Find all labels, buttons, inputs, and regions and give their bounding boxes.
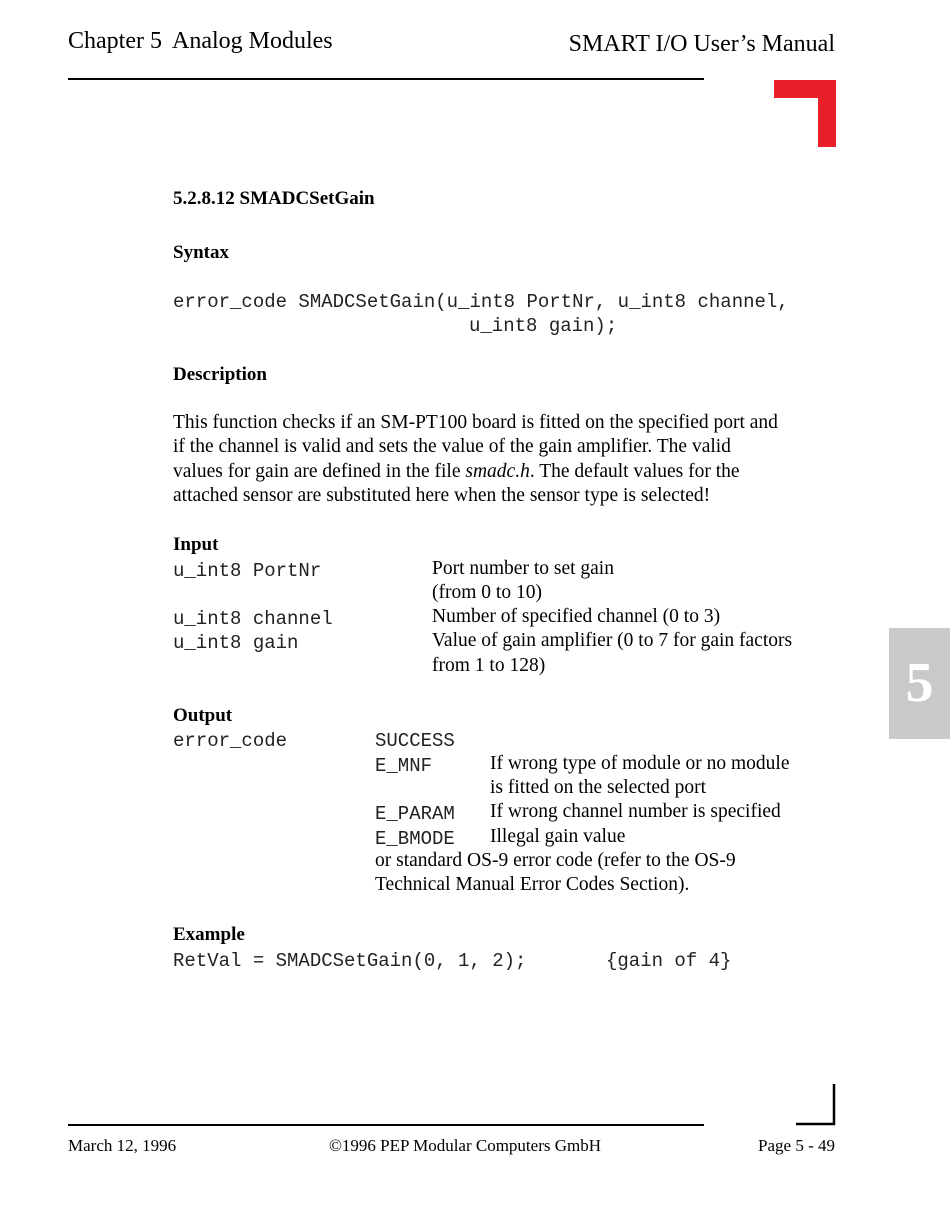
description-line: attached sensor are substituted here when the sensor type is selected! bbox=[173, 485, 711, 507]
output-code: E_BMODE bbox=[375, 828, 455, 850]
filename-smadc-h: smadc.h bbox=[465, 460, 530, 482]
output-desc: If wrong type of module or no module bbox=[490, 753, 790, 774]
output-desc: Illegal gain value bbox=[490, 826, 626, 847]
output-code: SUCCESS bbox=[375, 730, 455, 752]
input-desc: (from 0 to 10) bbox=[432, 582, 542, 603]
example-comment: {gain of 4} bbox=[606, 950, 732, 972]
output-heading: Output bbox=[173, 705, 233, 726]
syntax-line-2: u_int8 gain); bbox=[469, 315, 618, 337]
footer-date: March 12, 1996 bbox=[68, 1136, 177, 1155]
output-note: Technical Manual Error Codes Section). bbox=[375, 874, 690, 895]
example-heading: Example bbox=[173, 924, 245, 945]
header-rule bbox=[68, 78, 704, 80]
input-param: u_int8 gain bbox=[173, 632, 299, 654]
syntax-heading: Syntax bbox=[173, 242, 229, 263]
example-code: RetVal = SMADCSetGain(0, 1, 2); bbox=[173, 950, 527, 972]
output-desc: is fitted on the selected port bbox=[490, 777, 707, 798]
manual-title: SMART I/O User’s Manual bbox=[568, 31, 835, 57]
input-param: u_int8 PortNr bbox=[173, 560, 322, 582]
footer-page-number: Page 5 - 49 bbox=[758, 1136, 835, 1155]
footer-rule bbox=[68, 1124, 704, 1126]
input-heading: Input bbox=[173, 534, 219, 555]
chapter-side-tab: 5 bbox=[889, 628, 950, 739]
footer-copyright: ©1996 PEP Modular Computers GmbH bbox=[329, 1136, 602, 1155]
chapter-label: Chapter 5 bbox=[68, 28, 162, 54]
output-param: error_code bbox=[173, 730, 288, 752]
output-code: E_PARAM bbox=[375, 803, 455, 825]
output-note: or standard OS-9 error code (refer to the OS-9 bbox=[375, 850, 736, 871]
description-paragraph bbox=[173, 411, 843, 509]
input-param: u_int8 channel bbox=[173, 608, 333, 630]
syntax-line-1: error_code SMADCSetGain(u_int8 PortNr, u_int8 channel, bbox=[173, 291, 789, 313]
input-desc: Number of specified channel (0 to 3) bbox=[432, 606, 721, 627]
description-line: values for gain are defined in the file smadc.h. The default values for the bbox=[173, 460, 740, 482]
corner-bracket-mark bbox=[796, 1084, 836, 1126]
chapter-heading bbox=[68, 28, 333, 55]
output-code: E_MNF bbox=[375, 755, 433, 777]
chapter-title: Analog Modules bbox=[171, 28, 333, 54]
output-desc: If wrong channel number is specified bbox=[490, 801, 781, 822]
description-line: if the channel is valid and sets the value of the gain amplifier. The valid bbox=[173, 436, 731, 458]
description-line: This function checks if an SM-PT100 board is fitted on the specified port and bbox=[173, 412, 778, 433]
input-desc: from 1 to 128) bbox=[432, 655, 546, 676]
description-heading: Description bbox=[173, 364, 267, 385]
input-desc: Port number to set gain bbox=[432, 558, 614, 579]
section-heading: 5.2.8.12 SMADCSetGain bbox=[173, 188, 375, 209]
red-corner-mark bbox=[774, 80, 836, 147]
input-desc: Value of gain amplifier (0 to 7 for gain factors bbox=[432, 630, 793, 651]
